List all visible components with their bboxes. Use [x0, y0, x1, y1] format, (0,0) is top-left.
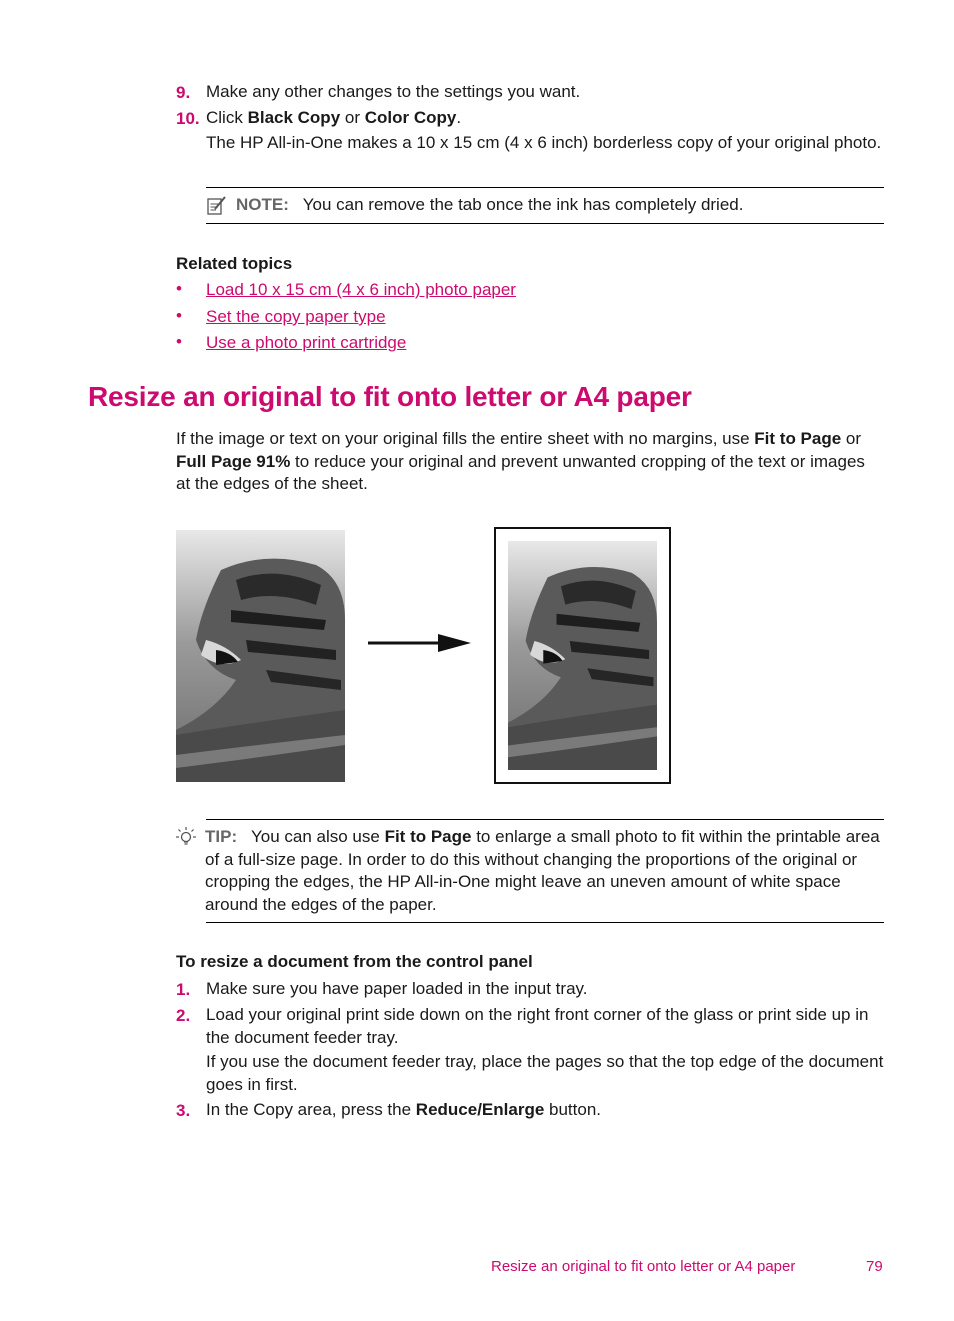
related-link-load-photo-paper[interactable]: Load 10 x 15 cm (4 x 6 inch) photo paper — [206, 280, 516, 299]
bullet: • — [176, 332, 182, 351]
procedure-heading: To resize a document from the control panel — [176, 952, 533, 971]
step-number: 10. — [176, 109, 200, 128]
step-text: Make any other changes to the settings you want. — [206, 82, 581, 101]
note-label: NOTE: — [236, 195, 289, 214]
footer-section-title: Resize an original to fit onto letter or A4 paper — [491, 1258, 796, 1275]
right-arrow — [366, 633, 472, 653]
tiger-photo-full-bleed — [176, 530, 345, 782]
tip-label: TIP: — [205, 827, 238, 846]
tip-top-rule — [206, 819, 884, 820]
bullet: • — [176, 306, 182, 325]
note-text: NOTE: You can remove the tab once the ink has completely dried. — [236, 195, 744, 214]
step-text: Click Black Copy or Color Copy. — [206, 108, 462, 127]
note-pencil-icon — [206, 195, 228, 217]
page-number: 79 — [866, 1258, 883, 1275]
related-topics-heading: Related topics — [176, 254, 293, 273]
step-number: 9. — [176, 83, 191, 102]
lightbulb-icon — [175, 826, 197, 850]
step-detail: If you use the document feeder tray, place the pages so that the top edge of the document goes in first. — [206, 1052, 884, 1094]
step-text: In the Copy area, press the Reduce/Enlarge button. — [206, 1100, 602, 1119]
bullet: • — [176, 279, 182, 298]
related-link-copy-paper-type[interactable]: Set the copy paper type — [206, 307, 386, 326]
step-number: 1. — [176, 980, 191, 999]
related-link-photo-print-cartridge[interactable]: Use a photo print cartridge — [206, 333, 407, 352]
tip-bottom-rule — [206, 922, 884, 923]
step-text: Make sure you have paper loaded in the input tray. — [206, 979, 588, 998]
step-text: Load your original print side down on the right front corner of the glass or print side up in the document feeder tray. — [206, 1005, 869, 1047]
note-top-rule — [206, 187, 884, 188]
note-bottom-rule — [206, 223, 884, 224]
tip-text: TIP: You can also use Fit to Page to enlarge a small photo to fit within the printable area of a full-size page. In order to do this without changing the proportions of the original or cropping the edges, the HP All-in-One might leave an uneven amount of white space around the edges of the paper. — [205, 827, 880, 914]
step-number: 3. — [176, 1101, 191, 1120]
step-detail: The HP All-in-One makes a 10 x 15 cm (4 x 6 inch) borderless copy of your original photo. — [206, 133, 882, 152]
section-intro: If the image or text on your original fills the entire sheet with no margins, use Fit to Page or Full Page 91% to reduce your original and prevent unwanted cropping of the text or images at the edges of the sheet. — [176, 429, 865, 493]
tiger-photo-with-border — [494, 527, 671, 784]
section-title: Resize an original to fit onto letter or A4 paper — [88, 381, 692, 412]
step-number: 2. — [176, 1006, 191, 1025]
